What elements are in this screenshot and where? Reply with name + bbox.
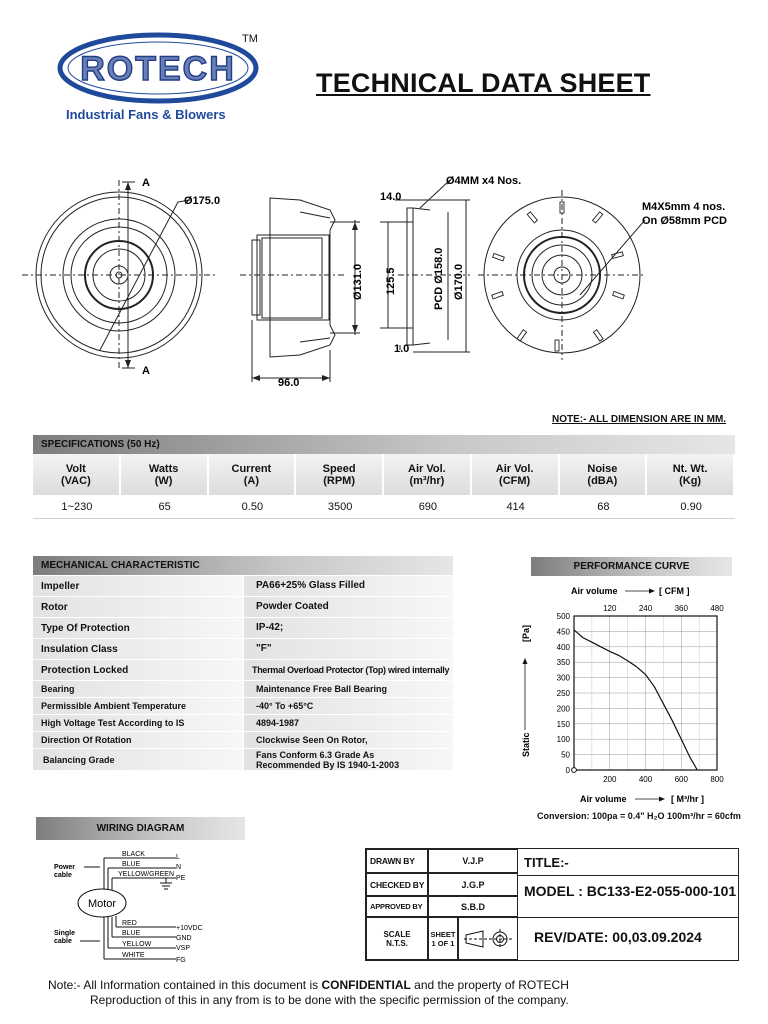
mech-row-hv-test: High Voltage Test According to IS 4894-1987 — [33, 715, 453, 732]
spec-value-weight: 0.90 — [647, 495, 735, 519]
y-tick-label: 450 — [556, 627, 570, 637]
performance-curve-line — [574, 630, 697, 770]
dim-dia-170: Ø170.0 — [453, 263, 465, 300]
dim-dia-131: Ø131.0 — [352, 263, 364, 300]
y-tick-label: 500 — [556, 612, 570, 621]
page-title: TECHNICAL DATA SHEET — [316, 68, 651, 98]
drawn-by-value: V.J.P — [428, 849, 518, 873]
wiring-heading: WIRING DIAGRAM — [36, 817, 245, 840]
projection-symbol — [458, 917, 518, 960]
performance-heading: PERFORMANCE CURVE — [531, 557, 732, 576]
bottom-axis-unit: [ M³/hr ] — [671, 794, 704, 804]
rotech-logo — [56, 30, 266, 140]
spec-value-watts: 65 — [121, 495, 209, 519]
title-block — [365, 848, 739, 961]
mech-row-protection-type: Type Of Protection IP-42; — [33, 618, 453, 639]
dim-125: 125.5 — [385, 267, 397, 295]
y-axis-unit: [Pa] — [521, 624, 531, 642]
bottom-axis-label: Air volume — [580, 794, 627, 804]
y-tick-label: 50 — [561, 750, 570, 760]
specifications-table — [33, 454, 735, 519]
spec-col-airvol-cfm: Air Vol. (CFM) — [472, 454, 560, 495]
checked-by-value: J.G.P — [428, 873, 518, 896]
spec-col-current: Current (A) — [209, 454, 297, 495]
chart-top-ticks — [603, 604, 724, 613]
x-tick-label: 800 — [710, 775, 724, 784]
top-axis-label: Air volume — [571, 586, 618, 596]
dim-1: 1.0 — [394, 343, 410, 355]
spec-value-row — [33, 495, 735, 519]
y-tick-label: 350 — [556, 658, 570, 668]
svg-text:cable: cable — [54, 872, 72, 879]
title-label: TITLE:- — [524, 855, 569, 870]
term-gnd: GND — [176, 935, 192, 942]
wire-yellow: YELLOW — [122, 941, 152, 948]
y-tick-label: 400 — [556, 642, 570, 652]
mech-row-balancing: Balancing Grade Fans Conform 6.3 Grade As Recommended By IS 1940-1-2003 — [33, 749, 453, 771]
approved-by-value: S.B.D — [428, 896, 518, 917]
y-tick-label: 250 — [556, 689, 570, 698]
chart-origin-marker — [572, 768, 577, 773]
dim-dia-175: Ø175.0 — [184, 195, 221, 207]
performance-chart — [505, 580, 755, 812]
screw-note-1: M4X5mm 4 nos. — [642, 201, 726, 213]
wire-black: BLACK — [122, 851, 145, 858]
logo-text: ROTECH — [80, 50, 236, 88]
sheet-cell: SHEET 1 OF 1 — [428, 917, 458, 960]
wire-blue-signal: BLUE — [122, 930, 141, 937]
wire-yellow-green: YELLOW/GREEN — [118, 871, 175, 878]
checked-by-label: CHECKED BY — [370, 879, 425, 890]
spec-value-speed: 3500 — [296, 495, 384, 519]
spec-col-speed: Speed (RPM) — [296, 454, 384, 495]
x-tick-label: 400 — [638, 775, 653, 784]
wire-red: RED — [122, 920, 137, 927]
chart-x-ticks — [603, 775, 724, 784]
side-view — [240, 198, 360, 382]
y-tick-label: 100 — [556, 735, 570, 745]
conversion-note: Conversion: 100pa = 0.4" H₂O 100m³/hr = 60cfm — [537, 811, 741, 821]
power-cable-label: Power — [54, 864, 76, 871]
tagline: Industrial Fans & Blowers — [66, 107, 226, 122]
top-tick-label: 480 — [710, 604, 724, 613]
confidential-note: Note:- All Information contained in this document is CONFIDENTIAL and the property of ROTECH — [48, 978, 569, 992]
model-label: MODEL : BC133-E2-055-000-101 — [524, 883, 737, 899]
spec-col-noise: Noise (dBA) — [560, 454, 648, 495]
term-n: N — [176, 864, 182, 871]
mech-row-impeller: Impeller PA66+25% Glass Filled — [33, 576, 453, 597]
spec-col-volt: Volt (VAC) — [33, 454, 121, 495]
single-cable-label: Single — [54, 930, 76, 937]
spec-value-volt: 1~230 — [33, 495, 121, 519]
dim-14: 14.0 — [380, 191, 402, 203]
mech-row-bearing: Bearing Maintenance Free Ball Bearing — [33, 681, 453, 698]
mech-row-ambient-temp: Permissible Ambient Temperature -40° To +65°C — [33, 698, 453, 715]
spec-value-current: 0.50 — [209, 495, 297, 519]
spec-col-weight: Nt. Wt. (Kg) — [647, 454, 735, 495]
term-pe: PE — [176, 875, 186, 882]
mech-row-rotation: Direction Of Rotation Clockwise Seen On Rotor, — [33, 732, 453, 749]
rear-view — [478, 190, 646, 360]
specifications-heading: SPECIFICATIONS (50 Hz) — [33, 435, 735, 454]
dimension-note: NOTE:- ALL DIMENSION ARE IN MM. — [552, 414, 727, 425]
x-tick-label: 600 — [674, 775, 688, 784]
motor-label: Motor — [87, 898, 117, 910]
spec-value-airvol-cfm: 414 — [472, 495, 560, 519]
mechanical-table — [33, 576, 453, 771]
dim-holes: Ø4MM x4 Nos. — [446, 175, 522, 187]
top-tick-label: 360 — [674, 604, 688, 613]
y-tick-label: 150 — [556, 719, 570, 729]
x-tick-label: 200 — [603, 775, 617, 784]
reproduction-note: Reproduction of this in any from is to be done with the specific permission of the company. — [90, 993, 569, 1007]
top-tick-label: 240 — [638, 604, 653, 613]
mech-row-protection-locked: Protection Locked Thermal Overload Protector (Top) wired internally — [33, 660, 453, 681]
term-10vdc: +10VDC — [176, 925, 203, 932]
wire-white: WHITE — [122, 952, 145, 959]
top-axis-unit: [ CFM ] — [659, 586, 690, 596]
term-fg: FG — [176, 957, 186, 964]
dim-depth-96: 96.0 — [278, 377, 300, 389]
term-l: L — [176, 854, 180, 861]
chart-grid — [574, 616, 717, 770]
spec-col-airvol-m3: Air Vol. (m³/hr) — [384, 454, 472, 495]
svg-text:cable: cable — [54, 938, 72, 945]
screw-note-2: On Ø58mm PCD — [642, 215, 727, 227]
dim-pcd-158: PCD Ø158.0 — [433, 247, 445, 310]
section-label-top: A — [142, 177, 150, 189]
trademark: TM — [242, 33, 258, 45]
y-tick-label: 0 — [565, 766, 570, 775]
mech-row-rotor: Rotor Powder Coated — [33, 597, 453, 618]
mechanical-heading: MECHANICAL CHARACTERISTIC — [33, 556, 453, 575]
revision-date: REV/DATE: 00,03.09.2024 — [534, 929, 702, 945]
scale-cell: SCALE N.T.S. — [366, 917, 428, 960]
chart-y-ticks — [557, 612, 571, 775]
top-tick-label: 120 — [603, 604, 617, 613]
wiring-diagram — [40, 845, 270, 970]
y-axis-label: Static — [521, 732, 531, 757]
mech-row-insulation: Insulation Class "F" — [33, 639, 453, 660]
projection-icon — [463, 927, 513, 951]
term-vsp: VSP — [176, 945, 191, 952]
y-tick-label: 200 — [556, 704, 570, 714]
drawn-by-label: DRAWN BY — [370, 856, 415, 866]
wire-blue: BLUE — [122, 861, 141, 868]
spec-col-watts: Watts (W) — [121, 454, 209, 495]
confidential-word: CONFIDENTIAL — [321, 978, 411, 992]
approved-by-label: APPROVED BY — [370, 902, 423, 911]
front-view — [22, 180, 216, 370]
section-label-bottom: A — [142, 365, 150, 377]
fan-dimension-drawings — [0, 160, 768, 400]
spec-value-airvol-m3: 690 — [384, 495, 472, 519]
spec-value-noise: 68 — [560, 495, 648, 519]
spec-header-row — [33, 454, 735, 495]
y-tick-label: 300 — [556, 673, 570, 683]
